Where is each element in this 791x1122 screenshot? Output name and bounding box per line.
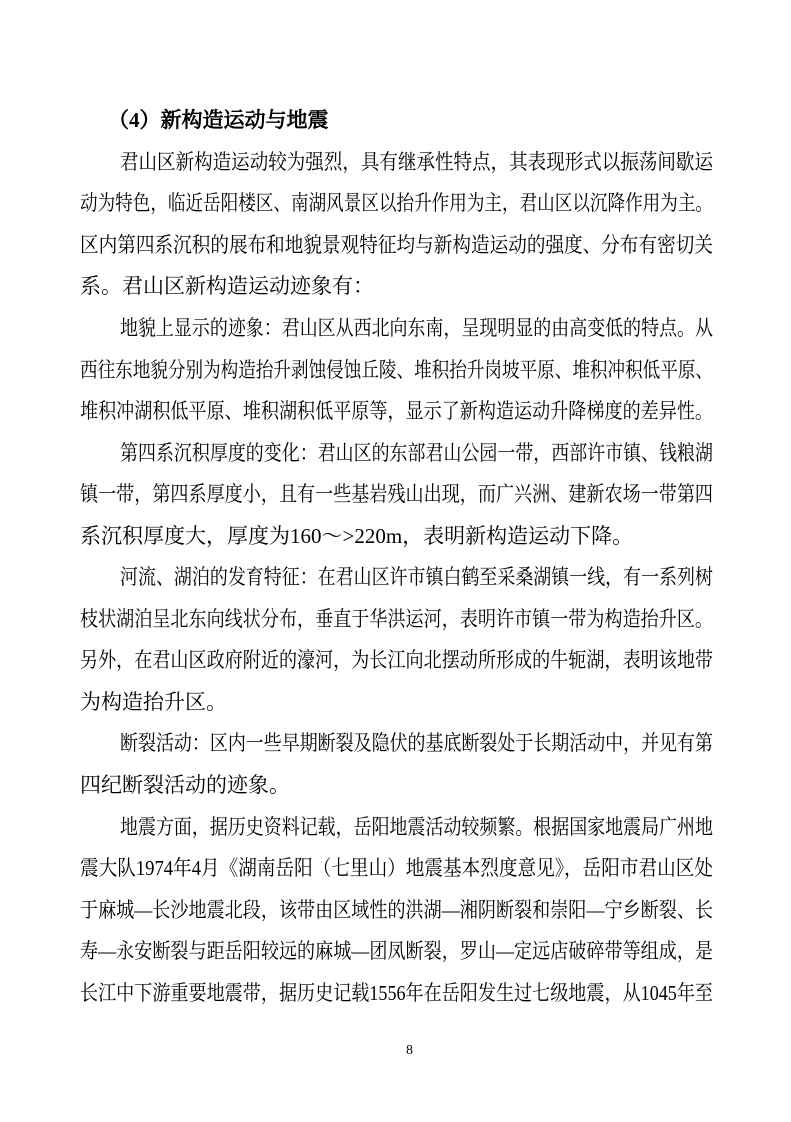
text-line: 于麻城—长沙地震北段，该带由区域性的洪湖—湘阴断裂和崇阳—宁乡断裂、长 — [80, 897, 713, 922]
text-line: 系沉积厚度大，厚度为160～>220m，表明新构造运动下降。 — [80, 523, 634, 548]
text-line: 震大队1974年4月《湖南岳阳（七里山）地震基本烈度意见》，岳阳市君山区处 — [80, 856, 713, 881]
text-line: 君山区新构造运动较为强烈，具有继承性特点，其表现形式以振荡间歇运 — [120, 149, 713, 174]
text-line: 地貌上显示的迹象：君山区从西北向东南，呈现明显的由高变低的特点。从 — [120, 316, 713, 340]
text-line: 四纪断裂活动的迹象。 — [80, 773, 290, 798]
text-line: 系。君山区新构造运动迹象有： — [80, 274, 374, 299]
page-number: 8 — [406, 1043, 413, 1058]
section-heading-text: （4）新构造运动与地震 — [108, 108, 329, 133]
text-line: 镇一带，第四系厚度小，且有一些基岩残山出现，而广兴洲、建新农场一带第四 — [80, 482, 713, 507]
text-line: 堆积冲湖积低平原、堆积湖积低平原等，显示了新构造运动升降梯度的差异性。 — [80, 399, 713, 424]
text-line: 为构造抬升区。 — [80, 689, 227, 714]
text-line: 西往东地貌分别为构造抬升剥蚀侵蚀丘陵、堆积抬升岗坡平原、堆积冲积低平原、 — [80, 357, 713, 382]
text-line: 断裂活动：区内一些早期断裂及隐伏的基底断裂处于长期活动中，并见有第 — [120, 731, 713, 756]
text-line: 地震方面，据历史资料记载，岳阳地震活动较频繁。根据国家地震局广州地 — [120, 814, 713, 839]
section-heading — [80, 100, 713, 142]
text-line: 另外，在君山区政府附近的濠河，为长江向北摆动所形成的牛轭湖，表明该地带 — [80, 648, 713, 673]
text-line: 区内第四系沉积的展布和地貌景观特征均与新构造运动的强度、分布有密切关 — [80, 232, 713, 257]
text-block — [80, 100, 713, 1014]
text-line: 河流、湖泊的发育特征：在君山区许市镇白鹤至采桑湖镇一线，有一系列树 — [120, 565, 713, 590]
text-line: 第四系沉积厚度的变化：君山区的东部君山公园一带，西部许市镇、钱粮湖 — [120, 440, 713, 465]
text-line: 寿—永安断裂与距岳阳较远的麻城—团凤断裂，罗山—定远店破碎带等组成，是 — [80, 939, 713, 964]
text-line: 枝状湖泊呈北东向线状分布，垂直于华洪运河，表明许市镇一带为构造抬升区。 — [80, 606, 713, 631]
text-line: 长江中下游重要地震带，据历史记载1556年在岳阳发生过七级地震，从1045年至 — [80, 980, 713, 1005]
text-line: 动为特色，临近岳阳楼区、南湖风景区以抬升作用为主，君山区以沉降作用为主。 — [80, 191, 713, 216]
